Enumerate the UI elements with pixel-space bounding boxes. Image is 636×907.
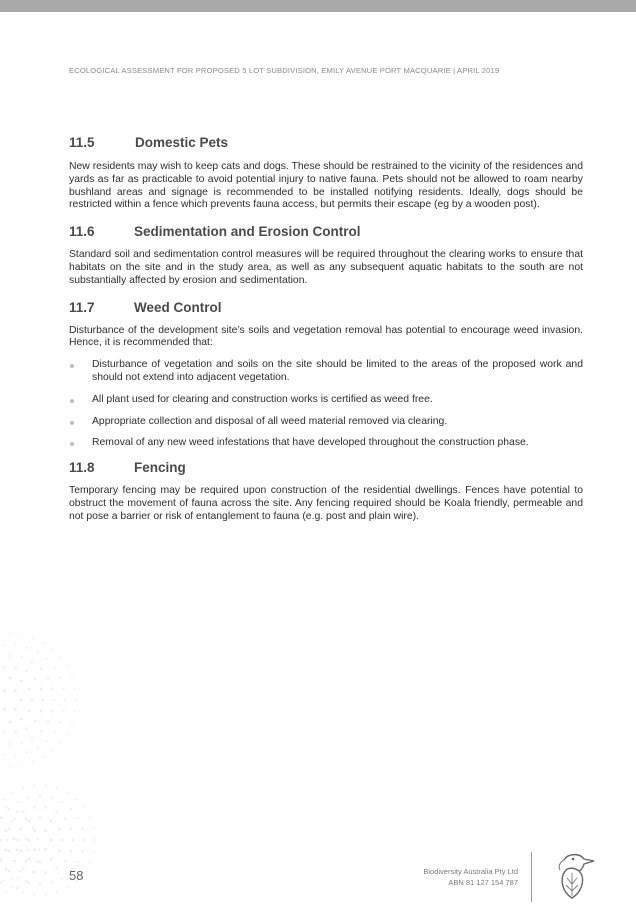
section-number: 11.5 [69,135,95,150]
kookaburra-logo-icon [546,848,596,900]
section-sedimentation-erosion [69,223,583,287]
bullet-dot-icon [70,399,74,403]
section-weed-control [69,299,583,451]
list-item-text: Appropriate collection and disposal of all weed material removed via clearing. [92,415,448,427]
section-paragraph: Temporary fencing may be required upon construction of the residential dwellings. Fences have potential to obstruct the movement of fauna across the site. Any fencing required should be Koala friendly, permeable and not pose a barrier or risk of entanglement to fauna (e.g. post and plain wire). [69,485,583,522]
section-title: Fencing [134,460,186,476]
list-item [69,359,583,385]
bullet-dot-icon [70,364,74,368]
section-fencing [69,459,583,523]
recommendation-list [69,359,583,450]
bullet-dot-icon [70,421,74,425]
page-number: 58 [69,868,84,883]
running-header: ECOLOGICAL ASSESSMENT FOR PROPOSED 5 LOT SUBDIVISION, EMILY AVENUE PORT MACQUARIE | APRIL 2019 [69,66,500,75]
section-title: Sedimentation and Erosion Control [134,224,361,240]
footer-divider [531,852,532,902]
section-paragraph: Standard soil and sedimentation control measures will be required throughout the clearing works to ensure that habitats on the site and in the study area, as well as any subsequent aquatic habitats to the south are not substantially affected by erosion and sedimentation. [69,249,583,286]
top-bar [0,0,636,12]
list-item-text: All plant used for clearing and construction works is certified as weed free. [92,393,433,405]
list-item [69,437,583,450]
section-paragraph: New residents may wish to keep cats and dogs. These should be restrained to the vicinity of the residences and yards as far as practicable to avoid potential injury to native fauna. Pets should not be allowed to roam nearby bushland areas and signage is recommended to be installed notifying residents. Ideally, dogs should be restricted within a fence which prevents fauna access, but permits their escape (eg by a wooden post). [69,161,583,211]
section-heading [69,134,583,152]
list-item [69,394,583,407]
company-info [423,866,518,888]
section-paragraph: Disturbance of the development site’s soils and vegetation removal has potential to encourage weed invasion. Hence, it is recommended that: [69,324,583,349]
list-item-text: Disturbance of vegetation and soils on the site should be limited to the areas of the proposed work and should not extend into adjacent vegetation. [92,359,583,383]
page-content [69,134,583,524]
section-number: 11.8 [69,460,95,476]
section-domestic-pets [69,134,583,212]
company-name: Biodiversity Australia Pty Ltd [423,867,518,876]
dot-pattern-decoration [0,600,120,907]
section-heading [69,299,583,317]
company-abn: ABN 81 127 154 787 [448,878,518,887]
section-number: 11.7 [69,299,95,315]
list-item-text: Removal of any new weed infestations that have developed throughout the construction phase. [92,437,529,449]
section-heading [69,459,583,477]
section-title: Domestic Pets [135,135,229,150]
bullet-dot-icon [70,442,74,446]
section-title: Weed Control [134,299,222,315]
section-heading [69,223,583,241]
list-item [69,416,583,429]
section-number: 11.6 [69,224,95,240]
